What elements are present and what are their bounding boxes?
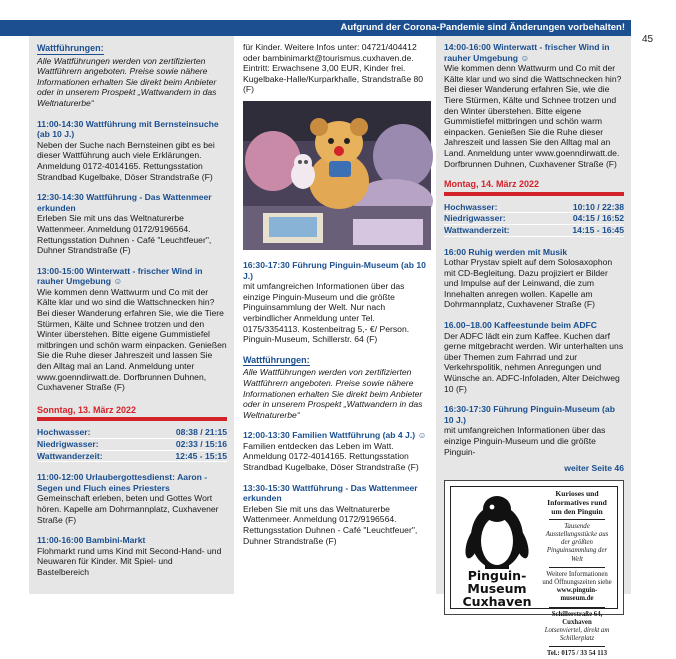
logo-text-line: Pinguin- bbox=[467, 567, 527, 583]
tide-table bbox=[444, 202, 624, 237]
ad-subline: Tausende Ausstellungsstücke aus der größten Pinguinsammlung der Welt bbox=[545, 522, 609, 563]
tide-value: 08:38 / 21:15 bbox=[175, 427, 227, 438]
pinguin-museum-ad bbox=[444, 480, 624, 658]
tide-label: Wattwanderzeit: bbox=[444, 224, 510, 235]
event-title: 16:30-17:30 Führung Pinguin-Museum (ab 10 J.) bbox=[243, 259, 426, 281]
event-body: mit umfangreichen Informationen über das einzige Pinguin-Museum und die größte Pinguinsammlung der Welt. Nur nach verbindlicher Anmeldung unter Tel. 0175/3354113. Kostenbeitrag 5,- €/ Person. Pinguin-Museum, Schillerstr. 64 (F) bbox=[243, 281, 410, 345]
event-item bbox=[37, 266, 227, 393]
tide-label: Niedrigwasser: bbox=[37, 439, 99, 449]
event-body-continued: für Kinder. Weitere Infos unter: 04721/404412 oder bambinimarkt@tourismus.cuxhaven.de. Eintritt: Erwachsene 3,00 EUR, Kinder frei. Kugelbake-Halle/Kurparkhalle, Strandstraße 80 (F) bbox=[243, 42, 424, 95]
page-number: 45 bbox=[642, 34, 654, 45]
ad-address: Schillerstraße 64, Cuxhaven bbox=[551, 610, 603, 626]
event-body: Erleben Sie mit uns das Weltnaturerbe Wattenmeer. Anmeldung 0172/9196564. Rettungsstation Duhnen - Café "Leuchtfeuer", Duhner Strandstraße (F) bbox=[37, 213, 212, 256]
event-body: Gemeinschaft erleben, beten und Gottes Wort hören. Kapelle am Dohrmannplatz, Cuxhavener Straße (F) bbox=[37, 493, 219, 525]
tide-row bbox=[37, 451, 227, 463]
ad-url[interactable]: www.pinguin-museum.de bbox=[556, 587, 598, 603]
corona-banner: Aufgrund der Corona-Pandemie sind Änderungen vorbehalten! bbox=[0, 20, 631, 36]
tide-row bbox=[444, 225, 624, 237]
event-item bbox=[444, 404, 624, 457]
event-item bbox=[243, 483, 428, 547]
tide-label: Wattwanderzeit: bbox=[37, 450, 103, 461]
day-heading: Montag, 14. März 2022 bbox=[444, 179, 624, 196]
ad-frame bbox=[450, 486, 618, 658]
tide-value: 04:15 / 16:52 bbox=[572, 213, 624, 224]
event-title: 16:00 Ruhig werden mit Musik bbox=[444, 246, 568, 257]
penguin-icon bbox=[455, 491, 539, 571]
tide-row bbox=[444, 213, 624, 225]
tide-value: 12:45 - 15:15 bbox=[175, 450, 227, 461]
event-item bbox=[37, 535, 227, 577]
ad-headline: Kurioses und Informatives rund um den Pinguin bbox=[547, 488, 607, 516]
event-title: 13:00-15:00 Winterwatt - frischer Wind in rauher Umgebung ☺ bbox=[37, 265, 203, 287]
section-title-wattfuehrungen: Wattführungen: bbox=[243, 354, 310, 365]
event-title: 14:00-16:00 Winterwatt - frischer Wind in rauher Umgebung ☺ bbox=[444, 42, 610, 63]
ad-phone: Tel.: 0175 / 33 54 113 bbox=[546, 650, 608, 658]
event-title: 12:00-13:30 Familien Wattführung (ab 4 J.) ☺ bbox=[243, 430, 427, 441]
event-item bbox=[37, 192, 227, 256]
logo-text-line: Museum bbox=[467, 580, 527, 596]
penguin-logo bbox=[455, 491, 539, 609]
column-1 bbox=[29, 36, 234, 594]
event-body: Neben der Suche nach Bernsteinen gibt es bei dieser Wattführung auch viele Erklärungen. Anmeldung 0172-4014165. Rettungsstation Strandbad Kugelbake, Döser Strandstraße (F) bbox=[37, 139, 215, 182]
event-title: 16:30-17:30 Führung Pinguin-Museum (ab 10 J.) bbox=[444, 404, 615, 425]
event-item bbox=[444, 42, 624, 169]
event-title: 11:00-16:00 Bambini-Markt bbox=[37, 535, 146, 546]
event-title: 12:30-14:30 Wattführung - Das Wattenmeer erkunden bbox=[37, 192, 212, 213]
event-title: 13:30-15:30 Wattführung - Das Wattenmeer erkunden bbox=[243, 482, 418, 504]
event-title: 16.00–18.00 Kaffeestunde beim ADFC bbox=[444, 320, 597, 331]
event-body: Erleben Sie mit uns das Weltnaturerbe Wattenmeer. Anmeldung 0172/9196564. Rettungsstation Duhnen - Café "Leuchtfeuer", Duhner Strandstraße (F) bbox=[243, 503, 418, 546]
ad-address-sub: Lotsenviertel, direkt am Schillerplatz bbox=[544, 627, 610, 643]
event-body: Flohmarkt rund ums Kind mit Second-Hand- und Neuwaren für Kinder. Mit Spiel- und Bastelbereich bbox=[37, 545, 222, 577]
event-body: Wie kommen denn Wattwurm und Co mit der Kälte klar und wo sind die Wattschnecken hin? Bei dieser Wanderung erfahren Sie, wie die Tiere Stürmen, Kälte und Schnee trotzen und den Winter überstehen. Bitte eigene Gummistiefel mitbringen und schön warm einpacken. Genießen Sie die Ruhe dieser Jahreszeit und lassen Sie den Alltag mal an Land. Anmeldung unter www.goenndirwatt.de. Dorfbrunnen Duhnen, Cuxhavener Straße (F) bbox=[37, 286, 227, 393]
tide-value: 14:15 - 16:45 bbox=[572, 224, 624, 235]
tide-row bbox=[444, 202, 624, 214]
event-body: Der ADFC lädt ein zum Kaffee. Kuchen darf gerne mitgebracht werden. Wir unterhalten uns über Themen zum Fahrrad und zur Verkehrspolitik, nehmen Anregungen und Wünsche an. ADFC-Infoladen, Alter Deichweg 10 (F) bbox=[444, 330, 624, 394]
tide-label: Hochwasser: bbox=[444, 201, 498, 212]
section-note: Alle Wattführungen werden von zertifizierten Wattführern angeboten. Preise sowie nähere Informationen erhalten Sie direkt beim Anbieter oder in unserem Prospekt „Wattwandern in das Weltnaturerbe“ bbox=[37, 55, 217, 108]
section-title-wattfuehrungen: Wattführungen: bbox=[37, 43, 104, 53]
ad-text bbox=[541, 489, 613, 659]
teddy-bear-illustration bbox=[243, 101, 431, 250]
day-heading: Sonntag, 13. März 2022 bbox=[37, 405, 227, 422]
event-item bbox=[243, 430, 428, 472]
event-item bbox=[37, 472, 227, 525]
logo-text-line: Cuxhaven bbox=[462, 593, 532, 609]
section-note: Alle Wattführungen werden von zertifizierten Wattführern angeboten. Preise sowie nähere Informationen erhalten Sie direkt beim Anbieter oder in unserem Prospekt „Wattwandern in das Weltnaturerbe“ bbox=[243, 367, 423, 420]
column-2 bbox=[234, 36, 433, 594]
tide-label: Niedrigwasser: bbox=[444, 213, 506, 224]
event-item bbox=[444, 320, 624, 394]
tide-value: 02:33 / 15:16 bbox=[175, 439, 227, 449]
tide-label: Hochwasser: bbox=[37, 427, 91, 438]
event-item bbox=[444, 247, 624, 311]
kids-toys-photo bbox=[243, 101, 431, 250]
tide-row bbox=[37, 427, 227, 439]
column-3 bbox=[436, 36, 631, 658]
ad-info: Weitere Informationen und Öffnungszeiten siehe bbox=[542, 570, 612, 586]
event-title: 11:00-12:00 Urlaubergottesdienst: Aaron - Segen und Fluch eines Priesters bbox=[37, 472, 208, 493]
event-body: Lothar Prystav spielt auf dem Solosaxophon mit CD-Begleitung. Dazu projiziert er Bilder und Impulse auf der Leinwand, die zum Innehalten anregen wollen. Kapelle am Dohrmannplatz, Cuxhavener Straße (F) bbox=[444, 257, 613, 310]
tide-value: 10:10 / 22:38 bbox=[572, 201, 624, 212]
event-body: mit umfangreichen Informationen über das einzige Pinguin-Museum und die größte Pinguin- bbox=[444, 425, 606, 457]
tide-row bbox=[37, 439, 227, 451]
event-title: 11:00-14:30 Wattführung mit Bernsteinsuche (ab 10 J.) bbox=[37, 118, 219, 140]
event-item bbox=[243, 260, 428, 345]
tide-table bbox=[37, 427, 227, 462]
event-body: Familien entdecken das Leben im Watt. Anmeldung 0172-4014165. Rettungsstation Strandbad Kugelbake, Döser Strandstraße (F) bbox=[243, 440, 419, 473]
continued-link[interactable]: weiter Seite 46 bbox=[564, 463, 624, 474]
event-body: Wie kommen denn Wattwurm und Co mit der Kälte klar und wo sind die Wattschnecken hin? Bei dieser Wanderung erfahren Sie, wie die Tiere Stürmen, Kälte und Schnee trotzen und den Winter überstehen. Bitte eigene Gummistiefel mitbringen und schön warm einpacken. Genießen Sie die Ruhe dieser Jahreszeit und lassen Sie den Alltag mal an Land. Anmeldung unter www.goenndirwatt.de. Dorfbrunnen Duhnen, Cuxhavener Straße (F) bbox=[444, 63, 622, 169]
event-item bbox=[37, 119, 227, 183]
